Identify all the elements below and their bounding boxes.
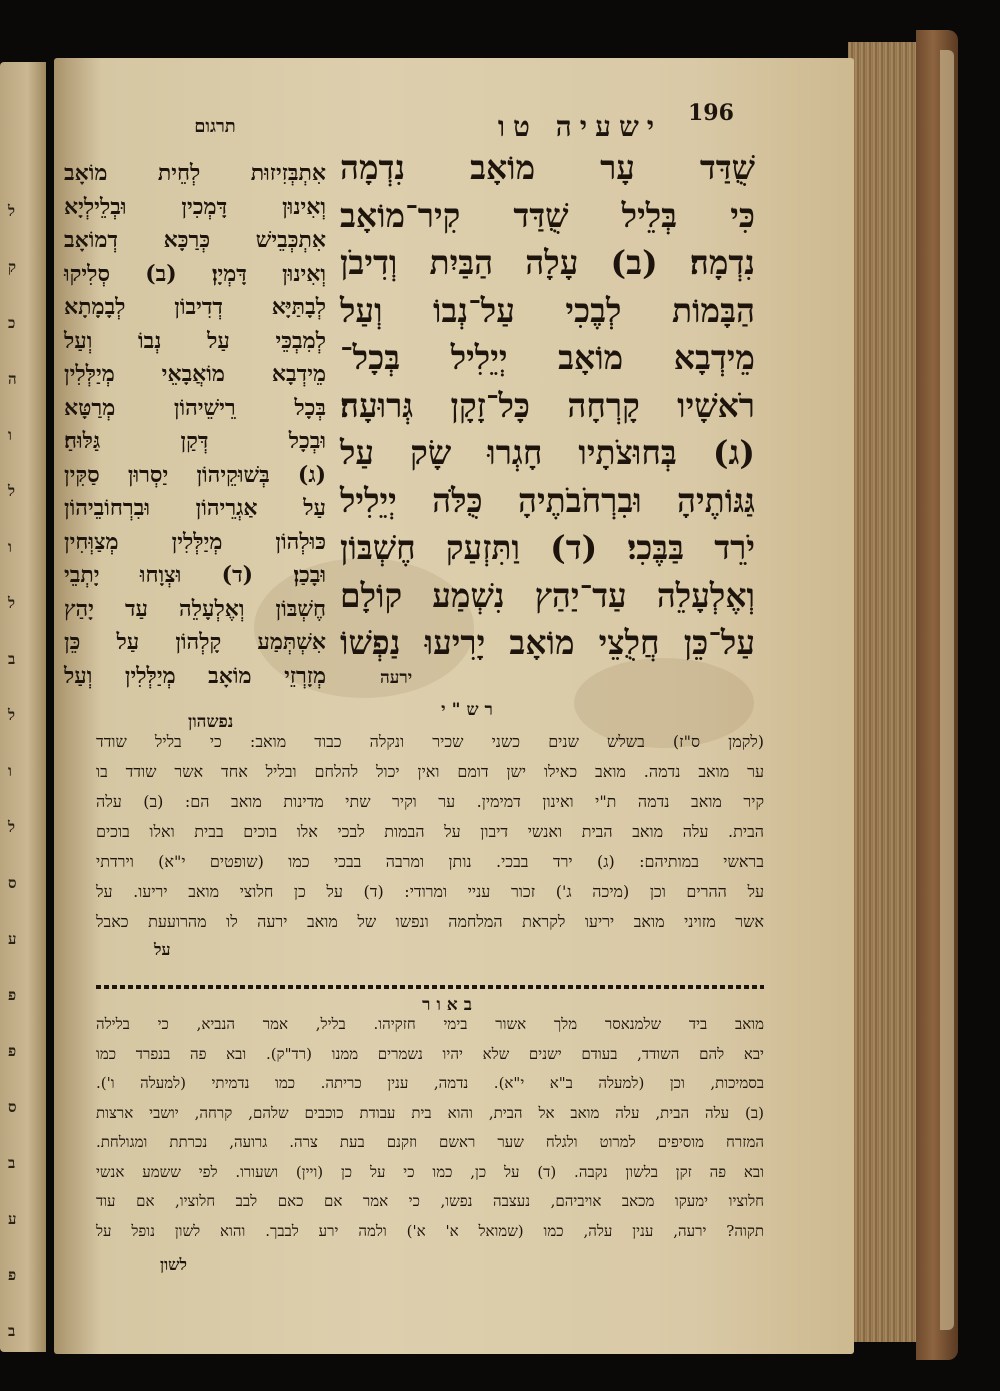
facing-page-letter: ב — [8, 1322, 16, 1340]
facing-page-letter: ס — [8, 874, 17, 892]
biur-line: יבא להם השודד, בעודם ישנים שלא יהיו נשמרים ממנו (רד"ק). ובא פה בנפרד כמו — [96, 1044, 764, 1063]
biur-heading: באור — [422, 995, 478, 1015]
biur-line: ובא פה זקן בלשון נקבה. (ד) על כן, כמו כי על כן (ויין) ושעורו. לפי ששמע אנשי — [96, 1162, 764, 1181]
facing-page-letter: פ — [8, 1266, 17, 1284]
targum-heading: תרגום — [194, 116, 236, 137]
facing-page-letter: ע — [8, 1210, 17, 1228]
facing-page-letter: ו — [8, 762, 12, 780]
facing-page-letter: ב — [8, 1154, 16, 1172]
facing-page-letter: ה — [8, 370, 17, 388]
facing-page-letter: ס — [8, 1098, 17, 1116]
biur-line: המזרח מוסיפים למרוט ולגלח שער ראשם וזקנם בעת צרה. גרועה, נכרתת ומגולחת. — [96, 1133, 764, 1151]
targum-catchword: נפשהון — [188, 712, 234, 732]
targum-line: וְאִינוּן דָּמְיָן׃ (ב) סְלִיקוּ — [64, 260, 326, 287]
targum-line: לְמִבְכֵּי עַל נְבוֹ וְעַל — [64, 327, 326, 354]
ornamental-rule-top — [96, 985, 764, 989]
scripture-line: עַל־כֵּן חֲלֻצֵי מוֹאָב יָרִיעוּ נַפְשׁוֹ — [340, 623, 755, 662]
facing-page-letter: ק — [8, 258, 17, 276]
rashi-line: ער מואב נדמה. מואב כאילו ישן דומם ואין יכול להלחם ובליל אחד אשר שודד בו — [96, 762, 764, 781]
scripture-line: הַבָּמוֹת לְבֶכִי עַל־נְבוֹ וְעַל — [340, 290, 755, 330]
targum-line: וְאִינוּן דָּמְכִין וּבְלֵילְיָא — [64, 193, 326, 220]
facing-page-letter: ל — [8, 202, 16, 220]
scripture-line: יֹרֵד בַּבֶּכִי׃ (ד) וַתִּזְעַק חֶשְׁבּוֹן — [340, 528, 755, 567]
targum-line: חֶשְׁבּוֹן וְאֶלְעָלֵה עַד יָהַץ — [64, 595, 326, 622]
rashi-line: בראשי במותיהם: (ג) ירד בבכי. נותן ומרבה בבכי כמו (שופטים י"א) וירדתי — [96, 852, 764, 871]
targum-line: וּבְכָל דְּקַן גַּלּוּחַ׃ — [64, 428, 326, 454]
scripture-line: גַּגּוֹתֶיהָ וּבִרְחֹבֹתֶיהָ כֻּלֹּה יְיֵלִיל — [340, 480, 755, 520]
facing-page-letter: פ — [8, 986, 17, 1004]
facing-page-letter: ו — [8, 426, 12, 444]
page-number: 196 — [688, 100, 734, 126]
biur-line: (ב) עלה הבית, עלה מואב אל הבית, והוא בית עבודת כוכבים שלהם, קרחה, יושבי ארצות — [96, 1103, 764, 1122]
scripture-line: (ג) בְּחוּצֹתָיו חָגְרוּ שָׂק עַל — [340, 433, 755, 472]
scripture-line: רֹאשָׁיו קָרְחָה כָּל־זָקָן גְּרוּעָה׃ — [340, 385, 755, 425]
targum-line: עַל אַגְרֵיהוֹן וּבִרְחוֹבֵיהוֹן — [64, 495, 326, 521]
facing-page-letter: ל — [8, 706, 16, 724]
rashi-line: הבית. עלה מואב הבית ואנשי דיבון על הבמות לבכי אלו בוכים בבית ואלו בוכים — [96, 822, 764, 841]
facing-page-letter: ע — [8, 930, 17, 948]
scripture-line: נִדְמָה׃ (ב) עָלָה הַבַּיִת וְדִיבֹן — [340, 243, 755, 282]
facing-page-letter: ב — [8, 650, 16, 668]
rashi-line: על ההרים וכן (מיכה ג') זכור עניי ומרודי: (ד) על כן חלוצי מואב יריעו. על — [96, 882, 764, 901]
rashi-line: קיר מואב נדמה ת"י ואינון דמימין. ער וקיר שתי מדינות מואב הם: (ב) עלה — [96, 792, 764, 811]
rashi-heading: רש"י — [441, 700, 499, 720]
biur-line: חלוציו ימעקו מכאב אויביהם, נעצבה נפשו, כי אמר אם כאם לבב חלוציו, אם עוד — [96, 1192, 764, 1210]
scripture-line: כִּי בְּלֵיל שֻׁדַּד קִיר־מוֹאָב — [340, 195, 755, 235]
facing-page-letter: פ — [8, 1042, 17, 1060]
facing-page-letter: ל — [8, 482, 16, 500]
targum-line: מֵידְבָא מוֹאֲבָאֵי מְיַלְּלִין — [64, 361, 326, 387]
main-catchword: ירעה — [380, 668, 413, 688]
targum-line: מְזָרְזֵי מוֹאָב מְיַלְּלִין וְעַל — [64, 662, 326, 689]
facing-page — [0, 62, 46, 1352]
rashi-line: אשר מזויני מואב יריעו לקראת המלחמה ונפשו של מואב ירעה לו מהרועעת כאבל — [96, 912, 764, 931]
targum-line: אִשְׁתְּמַע קָלְהוֹן עַל כֵּן — [64, 629, 326, 655]
targum-line: לְבָתַּיָּא דְדִיבוֹן לְבָמָתָא — [64, 294, 326, 320]
facing-page-letter: כ — [8, 314, 16, 332]
targum-line: כּוּלְהוֹן מְיַלְּלִין מְצַוְּחִין — [64, 528, 326, 555]
scripture-line: שֻׁדַּד עָר מוֹאָב נִדְמָה — [340, 148, 755, 187]
facing-page-letter: ל — [8, 818, 16, 836]
targum-line: אִתְבְּזִיזוּת לְחֵית מוֹאָב — [64, 160, 326, 186]
targum-line: וּבָכַן׃ (ד) וּצְוָחוּ יָתְבֵי — [64, 562, 326, 588]
rashi-line: (לקמן ס"ז) בשלש שנים כשני שכיר ונקלה כבוד מואב: כי בליל שודד — [96, 732, 765, 751]
targum-line: אִתְכְּבֵישׁ כְּרַכָּא דְמוֹאָב — [64, 227, 326, 253]
targum-line: בְּכָל רֵישֵׁיהוֹן מְרַטָּא — [64, 394, 326, 421]
running-head: ישעיה טו — [497, 110, 663, 143]
facing-page-letter: ל — [8, 594, 16, 612]
facing-page-letter: ו — [8, 538, 12, 556]
biur-line: מואב ביד שלמנאסר מלך אשור בימי חזקיהו. בליל, אמר הנביא, כי בלילה — [96, 1015, 764, 1033]
cover-inner-edge — [940, 50, 954, 1330]
biur-catchword: לשון — [160, 1255, 187, 1274]
biur-line: תקוה? ירעה, ענין עלה, כמו (שמואל א' א') ולמה ירע לבבך. והוא לשון נופל על — [96, 1221, 764, 1240]
scripture-line: מֵידְבָא מוֹאָב יְיֵלִיל בְּכָל־ — [340, 338, 755, 377]
biur-line: בסמיכות, וכן (למעלה ב"א י"א). נדמה, ענין כריתה. כמו נדמיתי (למעלה ו'). — [96, 1074, 764, 1092]
targum-line: (ג) בְּשׁוּקֵיהוֹן יַסְרוּן סַקִּין — [64, 461, 326, 488]
scripture-line: וְאֶלְעָלֵה עַד־יַהַץ נִשְׁמַע קוֹלָם — [340, 575, 755, 615]
rashi-catchword: על — [154, 940, 171, 959]
